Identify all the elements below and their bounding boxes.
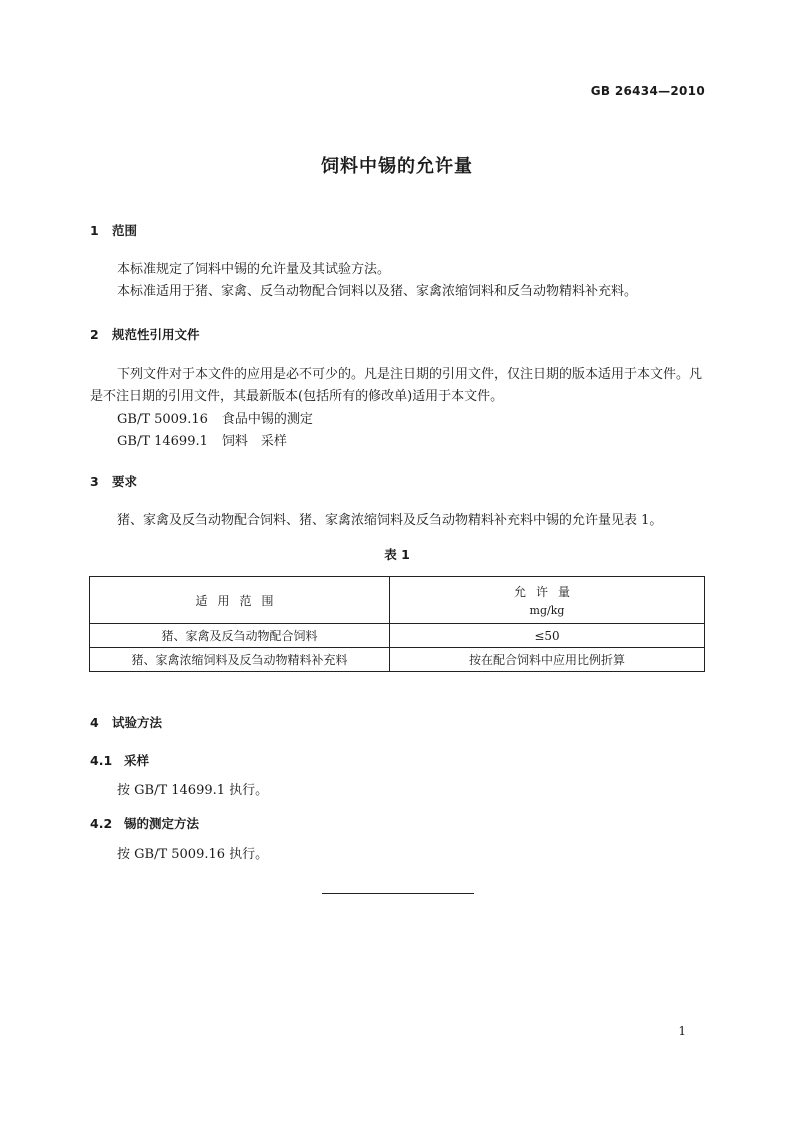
end-rule <box>322 893 474 894</box>
column-header-limit: 允许量 mg/kg <box>390 577 705 624</box>
standard-number: GB 26434—2010 <box>590 84 705 98</box>
scope-paragraph-2: 本标准适用于猪、家禽、反刍动物配合饲料以及猪、家禽浓缩饲料和反刍动物精料补充料。 <box>117 284 638 299</box>
section-heading-scope <box>90 221 137 239</box>
section-number: 2 <box>90 327 99 342</box>
section-title: 要求 <box>112 474 138 489</box>
section-heading-requirements <box>90 472 137 490</box>
scope-paragraph-1: 本标准规定了饲料中锡的允许量及其试验方法。 <box>117 262 391 277</box>
reference-name: 食品中锡的测定 <box>221 412 313 427</box>
sampling-text: 按 GB/T 14699.1 执行。 <box>117 783 269 798</box>
column-header-scope: 适用范围 <box>90 577 390 624</box>
subsection-heading-sampling <box>90 751 149 769</box>
section-heading-references <box>90 325 200 343</box>
page-title: 饲料中锡的允许量 <box>321 156 473 177</box>
section-heading-test-methods <box>90 713 162 731</box>
page-number: 1 <box>678 1024 686 1038</box>
section-title: 试验方法 <box>112 715 163 730</box>
table-header-row <box>90 577 705 624</box>
reference-item <box>117 430 287 449</box>
subsection-title: 采样 <box>124 753 150 768</box>
reference-name: 饲料 采样 <box>221 434 287 449</box>
subsection-title: 锡的测定方法 <box>124 816 200 831</box>
determination-text: 按 GB/T 5009.16 执行。 <box>117 847 269 862</box>
table-caption: 表 1 <box>384 547 410 562</box>
limits-table <box>89 576 705 672</box>
section-number: 3 <box>90 474 99 489</box>
limit-unit: mg/kg <box>529 604 565 617</box>
reference-code: GB/T 14699.1 <box>117 434 208 449</box>
table-row <box>90 648 705 672</box>
table-cell-scope: 猪、家禽浓缩饲料及反刍动物精料补充料 <box>90 648 390 672</box>
subsection-heading-tin-determination <box>90 814 199 832</box>
reference-item <box>117 408 313 427</box>
table-cell-limit: ≤50 <box>390 624 705 648</box>
requirements-text: 猪、家禽及反刍动物配合饲料、猪、家禽浓缩饲料及反刍动物精料补充料中锡的允许量见表 1。 <box>117 513 663 528</box>
table-row <box>90 624 705 648</box>
table-cell-limit: 按在配合饲料中应用比例折算 <box>390 648 705 672</box>
subsection-number: 4.1 <box>90 753 113 768</box>
section-title: 范围 <box>112 223 138 238</box>
references-intro: 下列文件对于本文件的应用是必不可少的。凡是注日期的引用文件，仅注日期的版本适用于本文件。凡是不注日期的引用文件，其最新版本(包括所有的修改单)适用于本文件。 <box>90 367 703 404</box>
subsection-number: 4.2 <box>90 816 113 831</box>
section-title: 规范性引用文件 <box>112 327 200 342</box>
table-cell-scope: 猪、家禽及反刍动物配合饲料 <box>90 624 390 648</box>
reference-code: GB/T 5009.16 <box>117 412 208 427</box>
section-number: 4 <box>90 715 99 730</box>
section-number: 1 <box>90 223 99 238</box>
